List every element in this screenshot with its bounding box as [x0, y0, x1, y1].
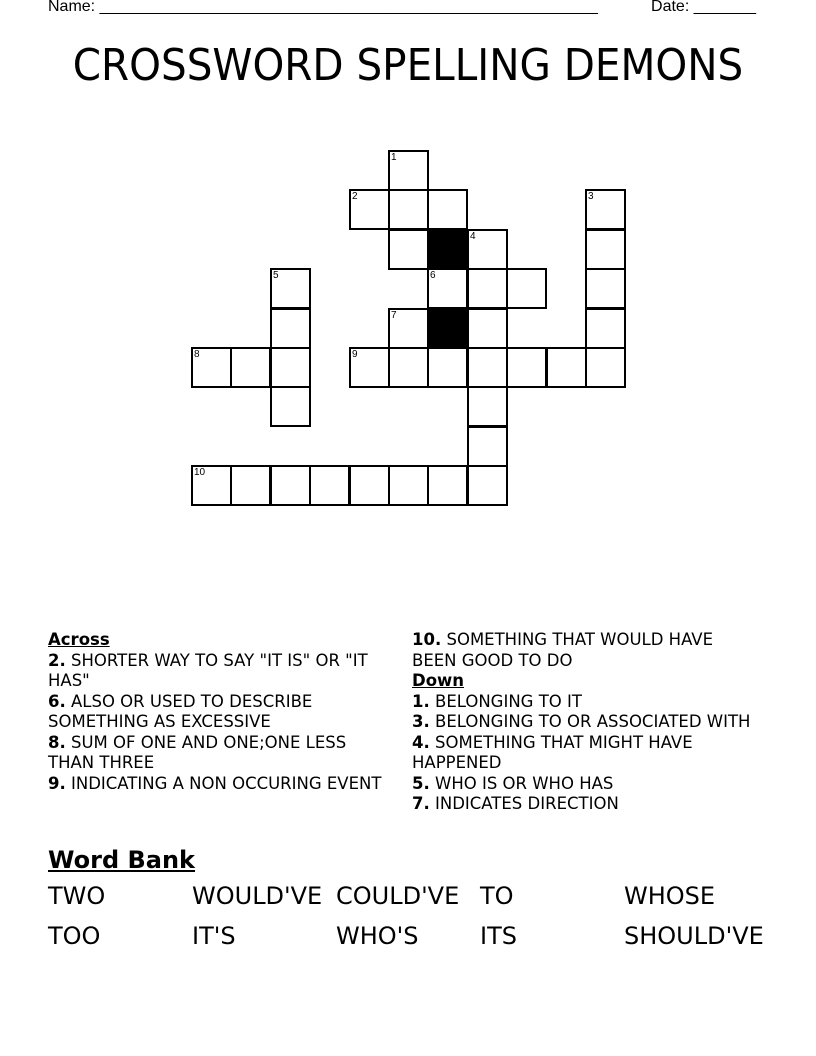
- word-bank-item: SHOULD'VE: [624, 922, 764, 950]
- crossword-cell[interactable]: [388, 347, 429, 388]
- word-bank-item: WHOSE: [624, 882, 716, 910]
- crossword-cell[interactable]: [349, 347, 390, 388]
- crossword-cell[interactable]: [546, 347, 587, 388]
- cell-number: 6: [430, 270, 436, 281]
- name-field[interactable]: Name: ________________________________________________________: [48, 0, 598, 15]
- crossword-cell[interactable]: [388, 189, 429, 230]
- clue-down-5: 5. WHO IS OR WHO HAS: [412, 773, 614, 793]
- crossword-cell[interactable]: [388, 465, 429, 506]
- cell-number: 8: [194, 349, 200, 360]
- clue-down-3: 3. BELONGING TO OR ASSOCIATED WITH: [412, 712, 751, 731]
- crossword-cell[interactable]: [467, 426, 508, 467]
- crossword-cell[interactable]: [230, 347, 271, 388]
- clue-down-1: 1. BELONGING TO IT: [412, 691, 582, 711]
- crossword-cell[interactable]: [270, 308, 311, 349]
- clue-across-9: 9. INDICATING A NON OCCURING EVENT: [48, 773, 382, 793]
- clue-down-7: 7. INDICATES DIRECTION: [412, 794, 619, 813]
- clues-column-right: [412, 630, 752, 815]
- crossword-cell[interactable]: [427, 347, 468, 388]
- crossword-cell[interactable]: [349, 465, 390, 506]
- date-field[interactable]: Date: _______: [651, 0, 756, 15]
- crossword-cell[interactable]: [427, 465, 468, 506]
- crossword-black-square: [427, 308, 468, 349]
- clue-down-4: 4. SOMETHING THAT MIGHT HAVE HAPPENED: [412, 732, 693, 772]
- word-bank-item: TWO: [48, 882, 106, 910]
- crossword-cell[interactable]: [191, 465, 232, 506]
- word-bank-item: TOO: [48, 922, 101, 950]
- crossword-cell[interactable]: [427, 268, 468, 309]
- crossword-cell[interactable]: [349, 189, 390, 230]
- crossword-cell[interactable]: [506, 268, 547, 309]
- cell-number: 9: [352, 349, 358, 360]
- clue-across-10: 10. SOMETHING THAT WOULD HAVE BEEN GOOD TO DO: [412, 630, 714, 670]
- crossword-cell[interactable]: [467, 465, 508, 506]
- cell-number: 7: [391, 310, 397, 321]
- page-title: CROSSWORD SPELLING DEMONS: [72, 40, 744, 91]
- crossword-black-square: [427, 229, 468, 270]
- word-bank-item: WOULD'VE: [192, 882, 323, 910]
- crossword-cell[interactable]: [506, 347, 547, 388]
- word-bank-item: WHO'S: [336, 922, 419, 950]
- crossword-cell[interactable]: [309, 465, 350, 506]
- crossword-cell[interactable]: [270, 347, 311, 388]
- word-bank-title: Word Bank: [48, 846, 196, 874]
- crossword-cell[interactable]: [467, 268, 508, 309]
- cell-number: 3: [588, 191, 594, 202]
- word-bank-item: COULD'VE: [336, 882, 460, 910]
- crossword-cell[interactable]: [585, 189, 626, 230]
- crossword-cell[interactable]: [467, 347, 508, 388]
- crossword-cell[interactable]: [270, 386, 311, 427]
- cell-number: 4: [470, 231, 476, 242]
- across-heading: Across: [48, 630, 110, 649]
- clues-column-left: [48, 630, 388, 794]
- crossword-cell[interactable]: [270, 268, 311, 309]
- cell-number: 10: [194, 467, 206, 478]
- clue-across-8: 8. SUM OF ONE AND ONE;ONE LESS THAN THREE: [48, 732, 347, 772]
- crossword-cell[interactable]: [388, 150, 429, 191]
- cell-number: 1: [391, 152, 397, 163]
- crossword-cell[interactable]: [388, 308, 429, 349]
- word-bank-item: ITS: [480, 922, 517, 950]
- crossword-cell[interactable]: [467, 229, 508, 270]
- crossword-cell[interactable]: [388, 229, 429, 270]
- crossword-cell[interactable]: [585, 229, 626, 270]
- crossword-cell[interactable]: [467, 386, 508, 427]
- word-bank-item: IT'S: [192, 922, 236, 950]
- crossword-cell[interactable]: [427, 189, 468, 230]
- crossword-cell[interactable]: [585, 268, 626, 309]
- down-heading: Down: [412, 671, 465, 690]
- crossword-cell[interactable]: [270, 465, 311, 506]
- crossword-cell[interactable]: [585, 347, 626, 388]
- clue-across-2: 2. SHORTER WAY TO SAY "IT IS" OR "IT HAS": [48, 650, 368, 690]
- word-bank-item: TO: [480, 882, 514, 910]
- crossword-cell[interactable]: [467, 308, 508, 349]
- cell-number: 2: [352, 191, 358, 202]
- clue-across-6: 6. ALSO OR USED TO DESCRIBE SOMETHING AS EXCESSIVE: [48, 691, 313, 731]
- crossword-cell[interactable]: [585, 308, 626, 349]
- crossword-cell[interactable]: [230, 465, 271, 506]
- word-bank: [48, 882, 784, 950]
- crossword-cell[interactable]: [191, 347, 232, 388]
- cell-number: 5: [273, 270, 279, 281]
